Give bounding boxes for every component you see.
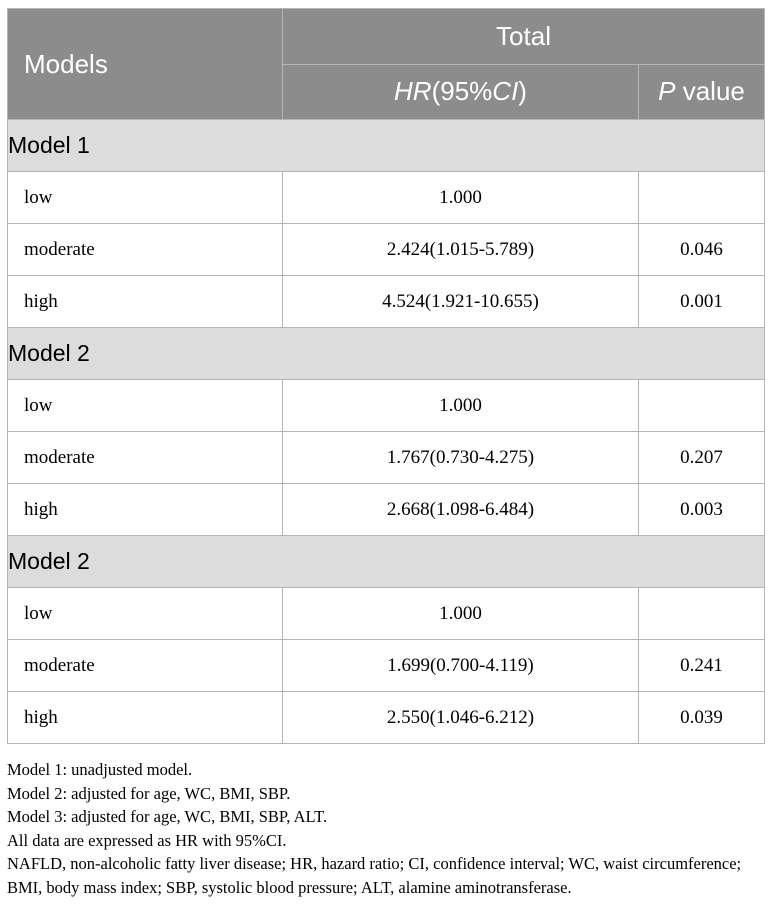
table-row bbox=[8, 380, 765, 432]
header-p-rest: value bbox=[675, 76, 745, 107]
header-hr-label: HR bbox=[394, 76, 432, 107]
hr-cell: 2.550(1.046-6.212) bbox=[283, 692, 639, 744]
group-title: Model 2 bbox=[8, 536, 765, 588]
hr-cell: 1.000 bbox=[283, 588, 639, 640]
risk-level-cell: moderate bbox=[8, 224, 283, 276]
footnote-model-2: Model 2: adjusted for age, WC, BMI, SBP. bbox=[7, 783, 291, 803]
p-value-cell: 0.001 bbox=[639, 276, 765, 328]
hazard-ratio-table bbox=[7, 8, 765, 744]
table-row bbox=[8, 432, 765, 484]
results-table-container bbox=[7, 8, 764, 744]
hr-cell: 1.000 bbox=[283, 380, 639, 432]
p-value-cell bbox=[639, 172, 765, 224]
risk-level-cell: low bbox=[8, 380, 283, 432]
table-body bbox=[8, 120, 765, 744]
header-hr-suffix: (95% bbox=[431, 76, 493, 107]
risk-level-cell: low bbox=[8, 588, 283, 640]
p-value-cell: 0.003 bbox=[639, 484, 765, 536]
group-title: Model 2 bbox=[8, 328, 765, 380]
table-row bbox=[8, 588, 765, 640]
header-hr-ci bbox=[283, 64, 639, 120]
table-row bbox=[8, 276, 765, 328]
hr-cell: 1.699(0.700-4.119) bbox=[283, 640, 639, 692]
hr-cell: 2.668(1.098-6.484) bbox=[283, 484, 639, 536]
header-hr-close: ) bbox=[518, 76, 527, 107]
footnote-model-3: Model 3: adjusted for age, WC, BMI, SBP, ALT. bbox=[7, 807, 328, 827]
table-row bbox=[8, 484, 765, 536]
risk-level-cell: moderate bbox=[8, 432, 283, 484]
table-row bbox=[8, 224, 765, 276]
hr-cell: 2.424(1.015-5.789) bbox=[283, 224, 639, 276]
p-value-cell: 0.241 bbox=[639, 640, 765, 692]
footnote-abbreviations: NAFLD, non-alcoholic fatty liver disease; HR, hazard ratio; CI, confidence interval; WC, waist circumference; BMI, body mass index; SBP, systolic blood pressure; ALT, alamine aminotransferase. bbox=[7, 854, 742, 897]
risk-level-cell: high bbox=[8, 692, 283, 744]
hr-cell: 1.767(0.730-4.275) bbox=[283, 432, 639, 484]
table-row bbox=[8, 172, 765, 224]
header-total: Total bbox=[283, 9, 765, 65]
hr-cell: 4.524(1.921-10.655) bbox=[283, 276, 639, 328]
risk-level-cell: high bbox=[8, 484, 283, 536]
p-value-cell: 0.207 bbox=[639, 432, 765, 484]
p-value-cell: 0.046 bbox=[639, 224, 765, 276]
group-row bbox=[8, 536, 765, 588]
footnote-model-1: Model 1: unadjusted model. bbox=[7, 760, 193, 779]
header-p-value bbox=[639, 64, 765, 120]
table-header bbox=[8, 9, 765, 120]
p-value-cell: 0.039 bbox=[639, 692, 765, 744]
risk-level-cell: high bbox=[8, 276, 283, 328]
table-row bbox=[8, 692, 765, 744]
risk-level-cell: moderate bbox=[8, 640, 283, 692]
group-row bbox=[8, 120, 765, 172]
hr-cell: 1.000 bbox=[283, 172, 639, 224]
table-footnotes bbox=[7, 758, 767, 900]
group-row bbox=[8, 328, 765, 380]
header-models: Models bbox=[8, 9, 283, 120]
risk-level-cell: low bbox=[8, 172, 283, 224]
footnote-data-expression: All data are expressed as HR with 95%CI. bbox=[7, 830, 287, 850]
p-value-cell bbox=[639, 588, 765, 640]
group-title: Model 1 bbox=[8, 120, 765, 172]
header-ci-label: CI bbox=[492, 76, 519, 107]
p-value-cell bbox=[639, 380, 765, 432]
header-p-letter: P bbox=[658, 76, 676, 107]
table-row bbox=[8, 640, 765, 692]
